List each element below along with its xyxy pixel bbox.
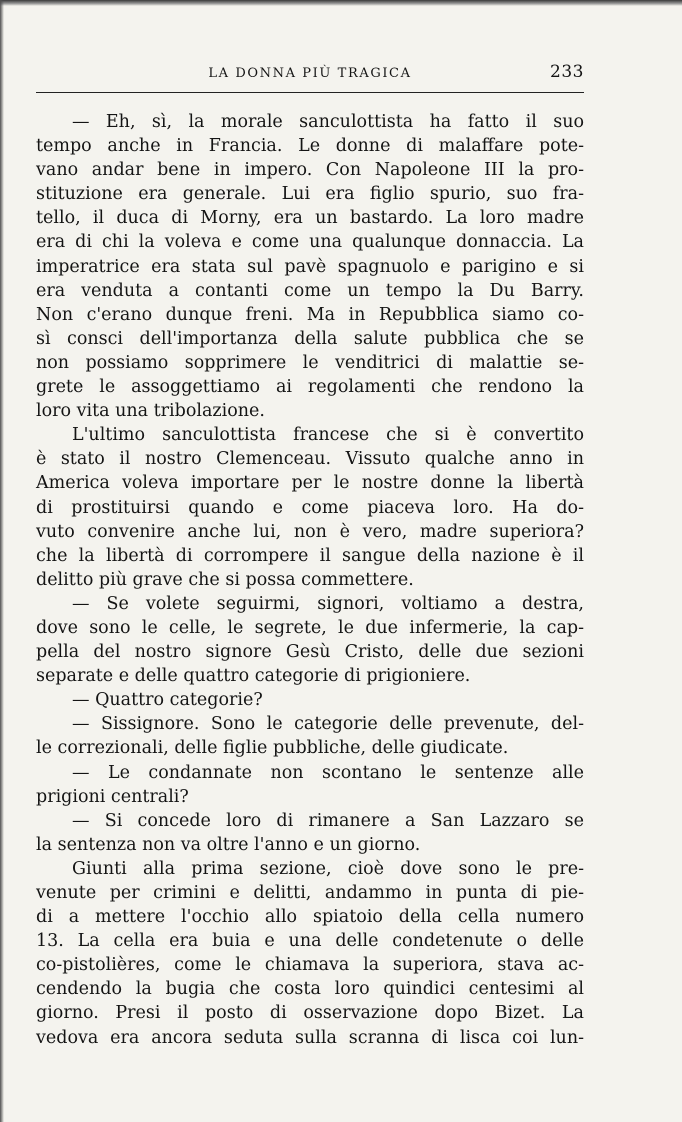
text-line: — Sissignore. Sono le categorie delle prevenute, del- bbox=[72, 714, 584, 735]
text-line: vuto convenire anche lui, non è vero, madre superiora? bbox=[36, 521, 584, 542]
running-title: LA DONNA PIÙ TRAGICA bbox=[208, 66, 412, 81]
text-line: di prostituirsi quando e come piaceva loro. Ha do- bbox=[36, 497, 584, 518]
running-head bbox=[36, 62, 584, 88]
text-line: — Eh, sì, la morale sanculottista ha fatto il suo bbox=[72, 112, 584, 132]
text-line: tello, il duca di Morny, era un bastardo. La loro madre bbox=[36, 208, 584, 229]
page-number: 233 bbox=[550, 62, 584, 82]
text-line: delitto più grave che si possa commettere. bbox=[36, 569, 414, 590]
text-line: grete le assoggettiamo ai regolamenti che rendono la bbox=[36, 377, 584, 398]
text-line: separate e delle quattro categorie di prigioniere. bbox=[36, 666, 471, 687]
text-line: L'ultimo sanculottista francese che si è convertito bbox=[72, 425, 584, 446]
text-line: è stato il nostro Clemenceau. Vissuto qualche anno in bbox=[36, 449, 584, 470]
text-line: la sentenza non va oltre l'anno e un giorno. bbox=[36, 834, 421, 855]
text-line: non possiamo sopprimere le venditrici di malattie se- bbox=[36, 352, 584, 373]
text-line: le correzionali, delle figlie pubbliche, delle giudicate. bbox=[36, 738, 509, 759]
text-line: stituzione era generale. Lui era figlio spurio, suo fra- bbox=[36, 184, 584, 205]
text-line: dove sono le celle, le segrete, le due infermerie, la cap- bbox=[36, 617, 584, 638]
text-line: di a mettere l'occhio allo spiatoio della cella numero bbox=[36, 907, 584, 928]
text-line: vedova era ancora seduta sulla scranna di lisca coi lun- bbox=[36, 1027, 584, 1048]
text-line: America voleva importare per le nostre donne la libertà bbox=[36, 473, 584, 494]
text-line: era di chi la voleva e come una qualunque donnaccia. La bbox=[36, 232, 584, 253]
text-line: cendendo la bugia che costa loro quindici centesimi al bbox=[36, 979, 584, 1000]
text-line: co-pistolières, come le chiamava la superiora, stava ac- bbox=[36, 955, 584, 976]
text-line: imperatrice era stata sul pavè spagnuolo e parigino e si bbox=[36, 256, 584, 277]
text-line: Non c'erano dunque freni. Ma in Repubblica siamo co- bbox=[36, 304, 584, 325]
text-line: sì consci dell'importanza della salute pubblica che se bbox=[36, 328, 584, 349]
text-line: prigioni centrali? bbox=[36, 786, 189, 807]
page-top-edge-shadow bbox=[0, 0, 682, 6]
text-line: loro vita una tribolazione. bbox=[36, 401, 265, 422]
text-line: — Quattro categorie? bbox=[72, 690, 263, 711]
text-line: Giunti alla prima sezione, cioè dove sono le pre- bbox=[72, 858, 584, 879]
text-line: pella del nostro signore Gesù Cristo, delle due sezioni bbox=[36, 642, 584, 663]
text-line: venute per crimini e delitti, andammo in punta di pie- bbox=[36, 883, 584, 903]
text-line: — Si concede loro di rimanere a San Lazzaro se bbox=[72, 810, 584, 831]
text-line: 13. La cella era buia e una delle condetenute o delle bbox=[36, 931, 584, 952]
text-line: — Le condannate non scontano le sentenze alle bbox=[72, 762, 584, 783]
text-line: — Se volete seguirmi, signori, voltiamo a destra, bbox=[72, 593, 584, 614]
text-line: era venduta a contanti come un tempo la Du Barry. bbox=[36, 280, 584, 301]
body-text bbox=[36, 110, 584, 1050]
text-line: che la libertà di corrompere il sangue della nazione è il bbox=[36, 545, 584, 566]
page-left-edge-shadow bbox=[0, 0, 4, 1122]
text-line: giorno. Presi il posto di osservazione dopo Bizet. La bbox=[36, 1003, 584, 1024]
header-rule bbox=[36, 92, 584, 93]
text-line: vano andar bene in impero. Con Napoleone III la pro- bbox=[36, 160, 584, 181]
text-line: tempo anche in Francia. Le donne di malaffare pote- bbox=[36, 136, 584, 157]
